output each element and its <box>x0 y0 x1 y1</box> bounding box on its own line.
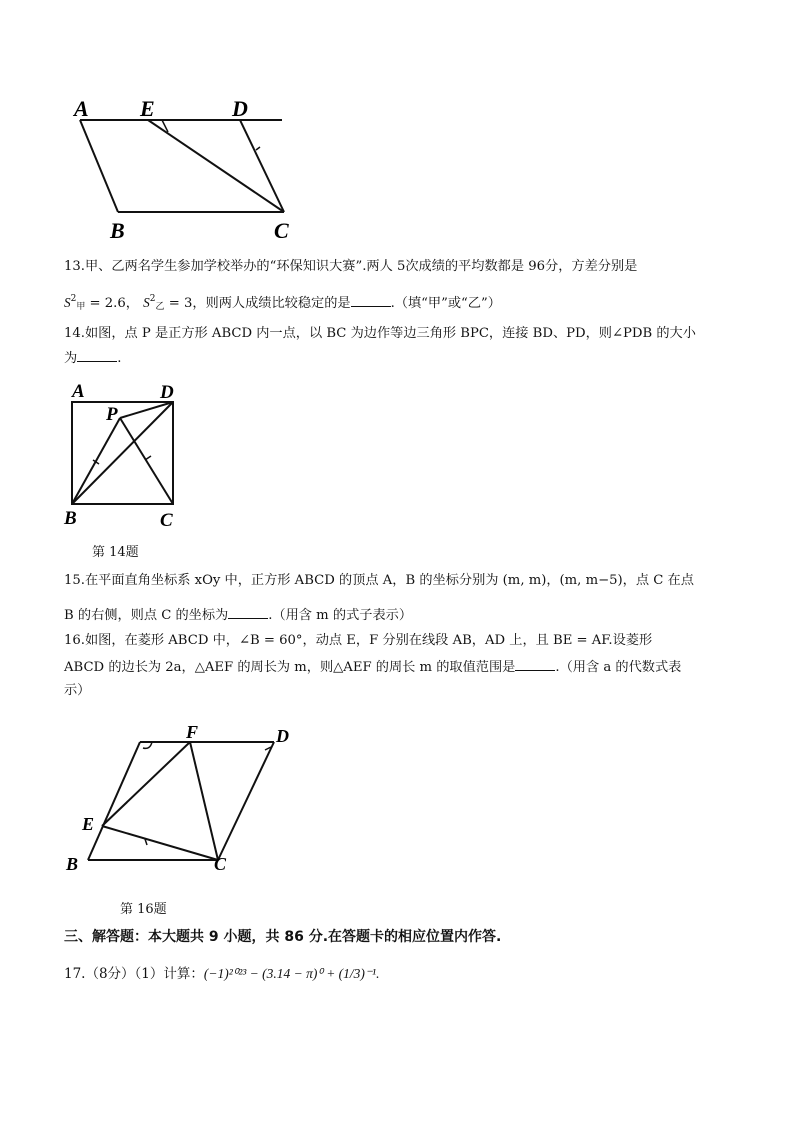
label-p: P <box>106 404 118 425</box>
segment-dc <box>218 742 274 860</box>
question-17-prefix: 17.（8分）（1）计算： <box>64 966 204 982</box>
label-b: B <box>64 508 77 529</box>
variance-sub-yi: 乙 <box>155 302 165 312</box>
question-16-suffix: .（用含 a 的代数式表 <box>555 660 682 675</box>
variance-symbol-jia: S <box>64 295 71 310</box>
question-17-expression: (−1)²⁰²³ − (3.14 − π)⁰ + (1/3)⁻¹. <box>203 966 380 981</box>
label-c: C <box>274 218 289 243</box>
question-14-prefix: 为 <box>64 351 78 366</box>
label-d: D <box>160 382 174 403</box>
question-14-suffix: . <box>117 351 122 366</box>
label-a: A <box>72 381 85 402</box>
question-15-suffix: .（用含 m 的式子表示） <box>268 608 413 623</box>
label-b: B <box>66 854 79 874</box>
question-13-line-2: $S^2_甲 = 2.6$， $S^2_乙 = 3$，则两人成绩比较稳定的是 .（填“甲”或“乙”） <box>64 294 501 312</box>
label-c: C <box>160 510 173 531</box>
segment-fc <box>190 742 218 860</box>
label-c: C <box>214 854 227 874</box>
segment-fe <box>102 742 190 826</box>
variance-value-jia: = 2.6， <box>89 296 139 311</box>
question-16-prefix: ABCD 的边长为 2a，△AEF 的周长为 m，则△AEF 的周长 m 的取值范围是 <box>64 660 516 675</box>
label-b: B <box>110 218 125 243</box>
figure-16-caption: 第 16题 <box>120 902 167 917</box>
label-a: A <box>74 96 89 121</box>
variance-sub-jia: 甲 <box>76 302 86 312</box>
section-3-heading: 三、解答题：本大题共 9 小题，共 86 分.在答题卡的相应位置内作答. <box>64 929 502 945</box>
label-f: F <box>186 722 199 742</box>
label-d: D <box>232 96 248 121</box>
question-15-line-1: 15.在平面直角坐标系 xOy 中，正方形 ABCD 的顶点 A，B 的坐标分别为 (m, m)，(m, m−5)，点 C 在点 <box>64 573 694 588</box>
question-16-line-1: 16.如图，在菱形 ABCD 中，∠B = 60°，动点 E，F 分别在线段 AB，AD 上，且 BE = AF.设菱形 <box>64 633 653 648</box>
label-d: D <box>276 726 289 746</box>
question-14-line-1: 14.如图，点 P 是正方形 ABCD 内一点，以 BC 为边作等边三角形 BPC，连接 BD、PD，则∠PDB 的大小 <box>64 326 696 341</box>
segment-ec <box>102 826 218 860</box>
question-16-line-3: 示） <box>64 683 91 698</box>
variance-value-yi: = 3，则两人成绩比较稳定的是 <box>168 296 351 311</box>
question-17 <box>64 965 379 983</box>
question-15-prefix: B 的右侧，则点 C 的坐标为 <box>64 608 229 623</box>
label-e: E <box>82 814 95 834</box>
segment-ab <box>88 742 140 860</box>
figure-14-caption: 第 14题 <box>92 545 139 560</box>
variance-symbol-yi: S <box>143 295 150 310</box>
label-e: E <box>140 96 155 121</box>
question-13-line-1: 13.甲、乙两名学生参加学校举办的“环保知识大赛”.两人 5次成绩的平均数都是 96分，方差分别是 <box>64 259 638 274</box>
question-13-tail: .（填“甲”或“乙”） <box>390 296 501 311</box>
